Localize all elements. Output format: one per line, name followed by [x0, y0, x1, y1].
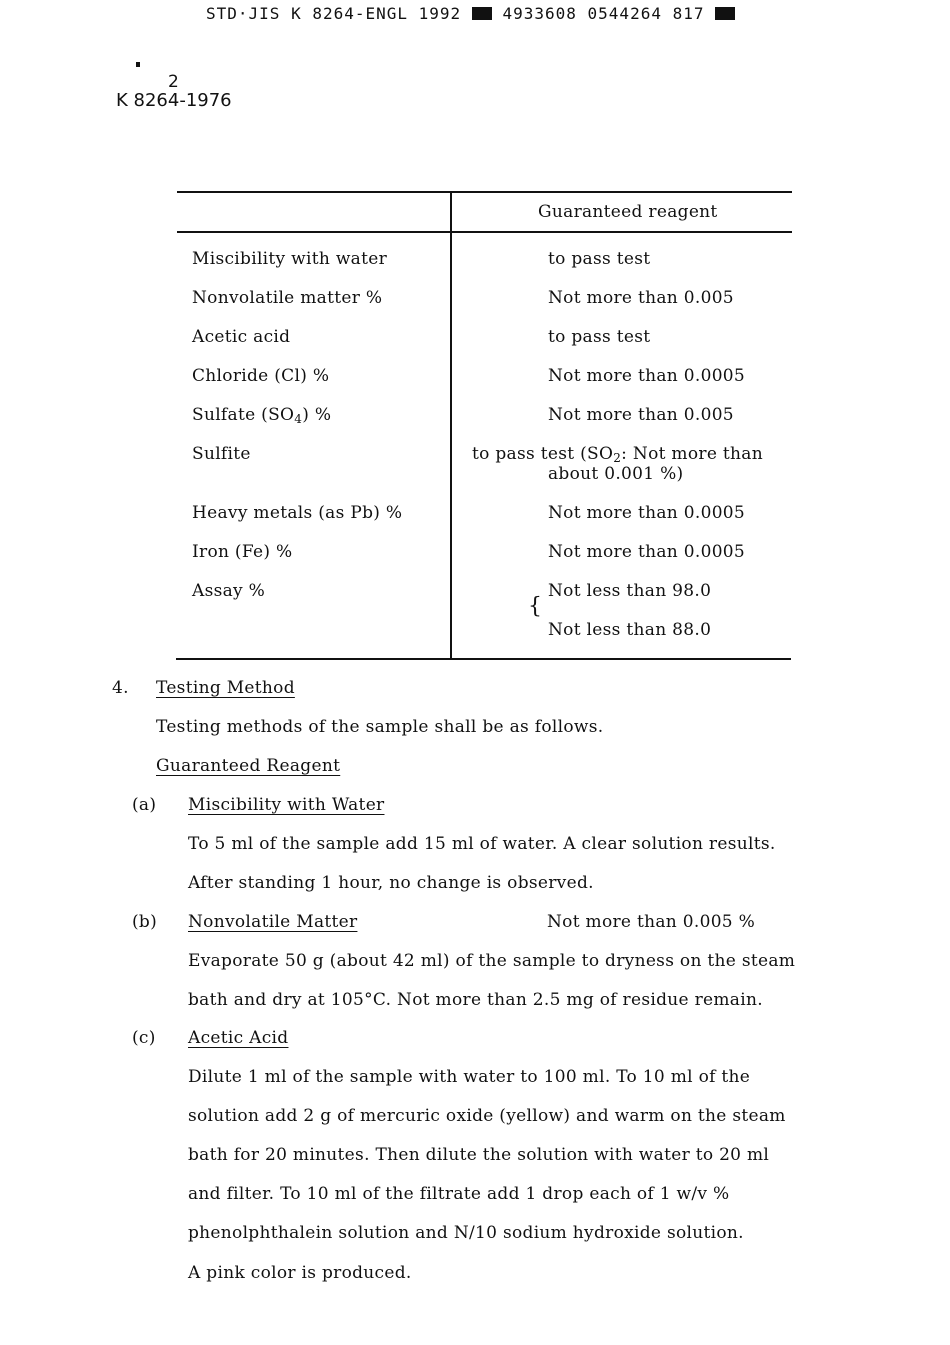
item-text-line: Dilute 1 ml of the sample with water to 100 ml. To 10 ml of the — [188, 1067, 751, 1087]
table-column-divider — [450, 193, 452, 659]
item-text-line: After standing 1 hour, no change is observed. — [188, 873, 594, 893]
table-row-item: Iron (Fe) % — [192, 542, 293, 562]
table-row-item: Miscibility with water — [192, 249, 388, 269]
table-row-item: Acetic acid — [192, 327, 291, 347]
table-bottom-rule — [176, 658, 791, 660]
item-text-line: and filter. To 10 ml of the filtrate add 1 drop each of 1 w/v % — [188, 1184, 730, 1204]
table-row-spec: Not more than 0.005 — [548, 288, 734, 308]
subheading-guaranteed-reagent: Guaranteed Reagent — [156, 756, 341, 776]
table-row-spec: Not more than 0.0005 — [548, 366, 746, 386]
header-block-mark — [472, 7, 492, 20]
table-row-item: Sulfite — [192, 444, 251, 464]
table-row-item: Sulfate (SO4) % — [192, 405, 332, 426]
section-title: Testing Method — [156, 678, 295, 698]
page-number: 2 — [168, 72, 179, 92]
assay-brace: { — [528, 594, 542, 619]
item-limit: Not more than 0.005 % — [547, 912, 756, 932]
item-text-line: bath for 20 minutes. Then dilute the solution with water to 20 ml — [188, 1145, 770, 1165]
item-text-line: phenolphthalein solution and N/10 sodium hydroxide solution. — [188, 1223, 744, 1243]
table-row-spec: to pass test — [548, 249, 651, 269]
item-text-line: solution add 2 g of mercuric oxide (yellow) and warm on the steam — [188, 1106, 786, 1126]
table-row-spec: Not more than 0.0005 — [548, 503, 746, 523]
table-row-spec: Not less than 98.0 — [548, 581, 712, 601]
item-text-line: Evaporate 50 g (about 42 ml) of the sample to dryness on the steam — [188, 951, 796, 971]
item-text-line: To 5 ml of the sample add 15 ml of water. A clear solution results. — [188, 834, 776, 854]
table-top-rule — [177, 191, 792, 193]
table-row-item: Nonvolatile matter % — [192, 288, 383, 308]
item-label: (a) — [132, 795, 157, 815]
section-number: 4. — [112, 678, 129, 698]
table-row-item: Heavy metals (as Pb) % — [192, 503, 403, 523]
table-row-spec: to pass test (SO2: Not more than — [472, 444, 763, 465]
table-row-spec-continued: about 0.001 %) — [548, 464, 684, 484]
table-header-rule — [177, 231, 792, 233]
table-row-spec: Not more than 0.005 — [548, 405, 734, 425]
section-intro: Testing methods of the sample shall be as follows. — [156, 717, 604, 737]
standard-id: STD·JIS K 8264-ENGL 1992 — [206, 4, 462, 23]
table-row-spec: Not less than 88.0 — [548, 620, 712, 640]
item-title: Acetic Acid — [188, 1028, 289, 1048]
scan-dot — [136, 62, 140, 67]
item-label: (c) — [132, 1028, 156, 1048]
table-row-spec: Not more than 0.0005 — [548, 542, 746, 562]
item-label: (b) — [132, 912, 158, 932]
catalog-number: 4933608 0544264 817 — [502, 4, 705, 23]
table-row-item: Assay % — [192, 581, 266, 601]
table-row-spec: to pass test — [548, 327, 651, 347]
table-row-item: Chloride (Cl) % — [192, 366, 330, 386]
column-header: Guaranteed reagent — [538, 202, 718, 222]
document-header-code — [206, 4, 735, 23]
item-text-line: A pink color is produced. — [188, 1263, 412, 1283]
item-title: Nonvolatile Matter — [188, 912, 358, 932]
item-text-line: bath and dry at 105°C. Not more than 2.5 mg of residue remain. — [188, 990, 763, 1010]
header-block-mark — [715, 7, 735, 20]
item-title: Miscibility with Water — [188, 795, 385, 815]
document-code: K 8264-1976 — [116, 90, 232, 111]
